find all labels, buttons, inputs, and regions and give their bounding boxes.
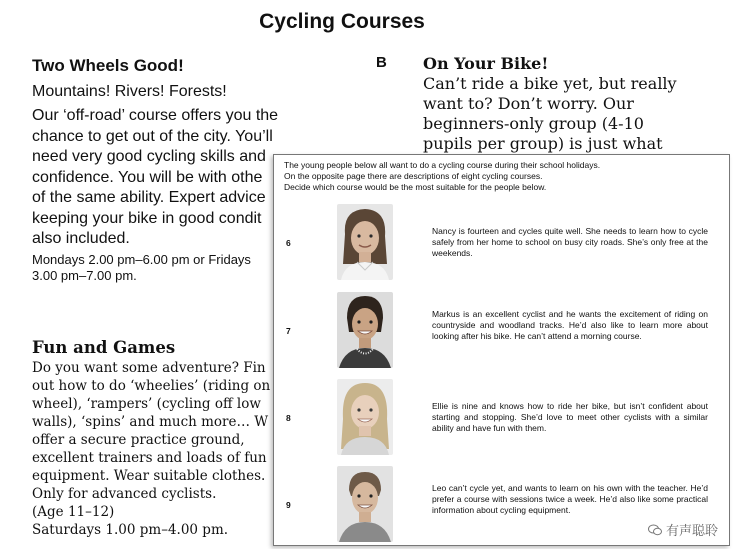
person-row	[274, 204, 729, 284]
course-title: Two Wheels Good!	[32, 56, 184, 75]
course-description	[32, 106, 282, 250]
text-line: chance to get out of the city. You’ll	[32, 127, 273, 145]
text-line: Only for advanced cyclists.	[32, 486, 217, 502]
text-line: confidence. You will be with othe	[32, 168, 263, 186]
text-line: excellent trainers and loads of fun	[32, 450, 267, 466]
text-line: Mondays 2.00 pm–6.00 pm or Fridays	[32, 251, 251, 267]
course-title: On Your Bike!	[423, 54, 549, 73]
text-line: offer a secure practice ground,	[32, 432, 245, 448]
page-title: Cycling Courses	[259, 10, 425, 33]
text-line: want to? Don’t worry. Our	[423, 94, 634, 113]
course-times	[32, 252, 282, 284]
text-line: equipment. Wear suitable clothes.	[32, 468, 266, 484]
person-description: Nancy is fourteen and cycles quite well. She needs to learn how to cycle safely from her home to school on busy city roads. She’s only free at the weekends.	[432, 226, 708, 259]
person-description: Leo can’t cycle yet, and wants to learn on his own with the teacher. He’d prefer a course with sessions twice a week. He’d also like some practical information about cycling equipment.	[432, 483, 708, 516]
course-card-two-wheels-good	[32, 56, 282, 284]
person-description: Markus is an excellent cyclist and he wants the excitement of riding on countryside and woodland tracks. He’d also like to learn more about looking after his bike. He can’t attend a morning course.	[432, 309, 708, 342]
text-line: Do you want some adventure? Fin	[32, 360, 266, 376]
course-title: Fun and Games	[32, 338, 176, 357]
text-line: keeping your bike in good condit	[32, 209, 262, 227]
question-number: 6	[286, 238, 291, 248]
text-line: beginners-only group (4-10	[423, 114, 644, 133]
course-card-on-your-bike	[423, 54, 723, 154]
question-number: 8	[286, 413, 291, 423]
text-line: (Age 11–12)	[32, 504, 115, 520]
text-line: Saturdays 1.00 pm–4.00 pm.	[32, 522, 229, 538]
person-row	[274, 379, 729, 459]
text-line: also included.	[32, 230, 130, 247]
person-description: Ellie is nine and knows how to ride her bike, but isn’t confident about starting and stopping. She’d love to meet other cyclists with a similar ability and have fun with them.	[432, 401, 708, 434]
text-line: out how to do ‘wheelies’ (riding on	[32, 378, 271, 394]
text-line: Our ‘off-road’ course offers you the	[32, 107, 279, 124]
portrait-photo	[337, 292, 393, 368]
text-line: Decide which course would be the most suitable for the people below.	[284, 182, 547, 192]
portrait-photo	[337, 466, 393, 542]
instructions	[284, 160, 724, 193]
person-row	[274, 292, 729, 372]
text-line: of the same ability. Expert advice	[32, 189, 266, 206]
question-sheet	[273, 154, 730, 546]
text-line: On the opposite page there are descriptions of eight cycling courses.	[284, 171, 543, 181]
course-description	[32, 359, 282, 539]
watermark	[648, 520, 718, 539]
text-line: wheel), ‘rampers’ (cycling off low	[32, 396, 261, 412]
course-lead: Mountains! Rivers! Forests!	[32, 83, 227, 100]
question-number: 9	[286, 500, 291, 510]
watermark-text: 有声聪聆	[665, 523, 718, 538]
course-letter: B	[376, 54, 387, 71]
text-line: Can’t ride a bike yet, but really	[423, 74, 677, 93]
text-line: need very good cycling skills and	[32, 148, 266, 165]
text-line: pupils per group) is just what	[423, 134, 663, 153]
wechat-icon	[648, 524, 662, 536]
text-line: The young people below all want to do a cycling course during their school holidays.	[284, 160, 601, 170]
course-description	[423, 74, 723, 154]
portrait-photo	[337, 204, 393, 280]
course-card-fun-and-games	[32, 338, 282, 539]
portrait-photo	[337, 379, 393, 455]
question-number: 7	[286, 326, 291, 336]
text-line: walls), ‘spins’ and much more… W	[32, 414, 269, 430]
text-line: 3.00 pm–7.00 pm.	[32, 267, 137, 283]
